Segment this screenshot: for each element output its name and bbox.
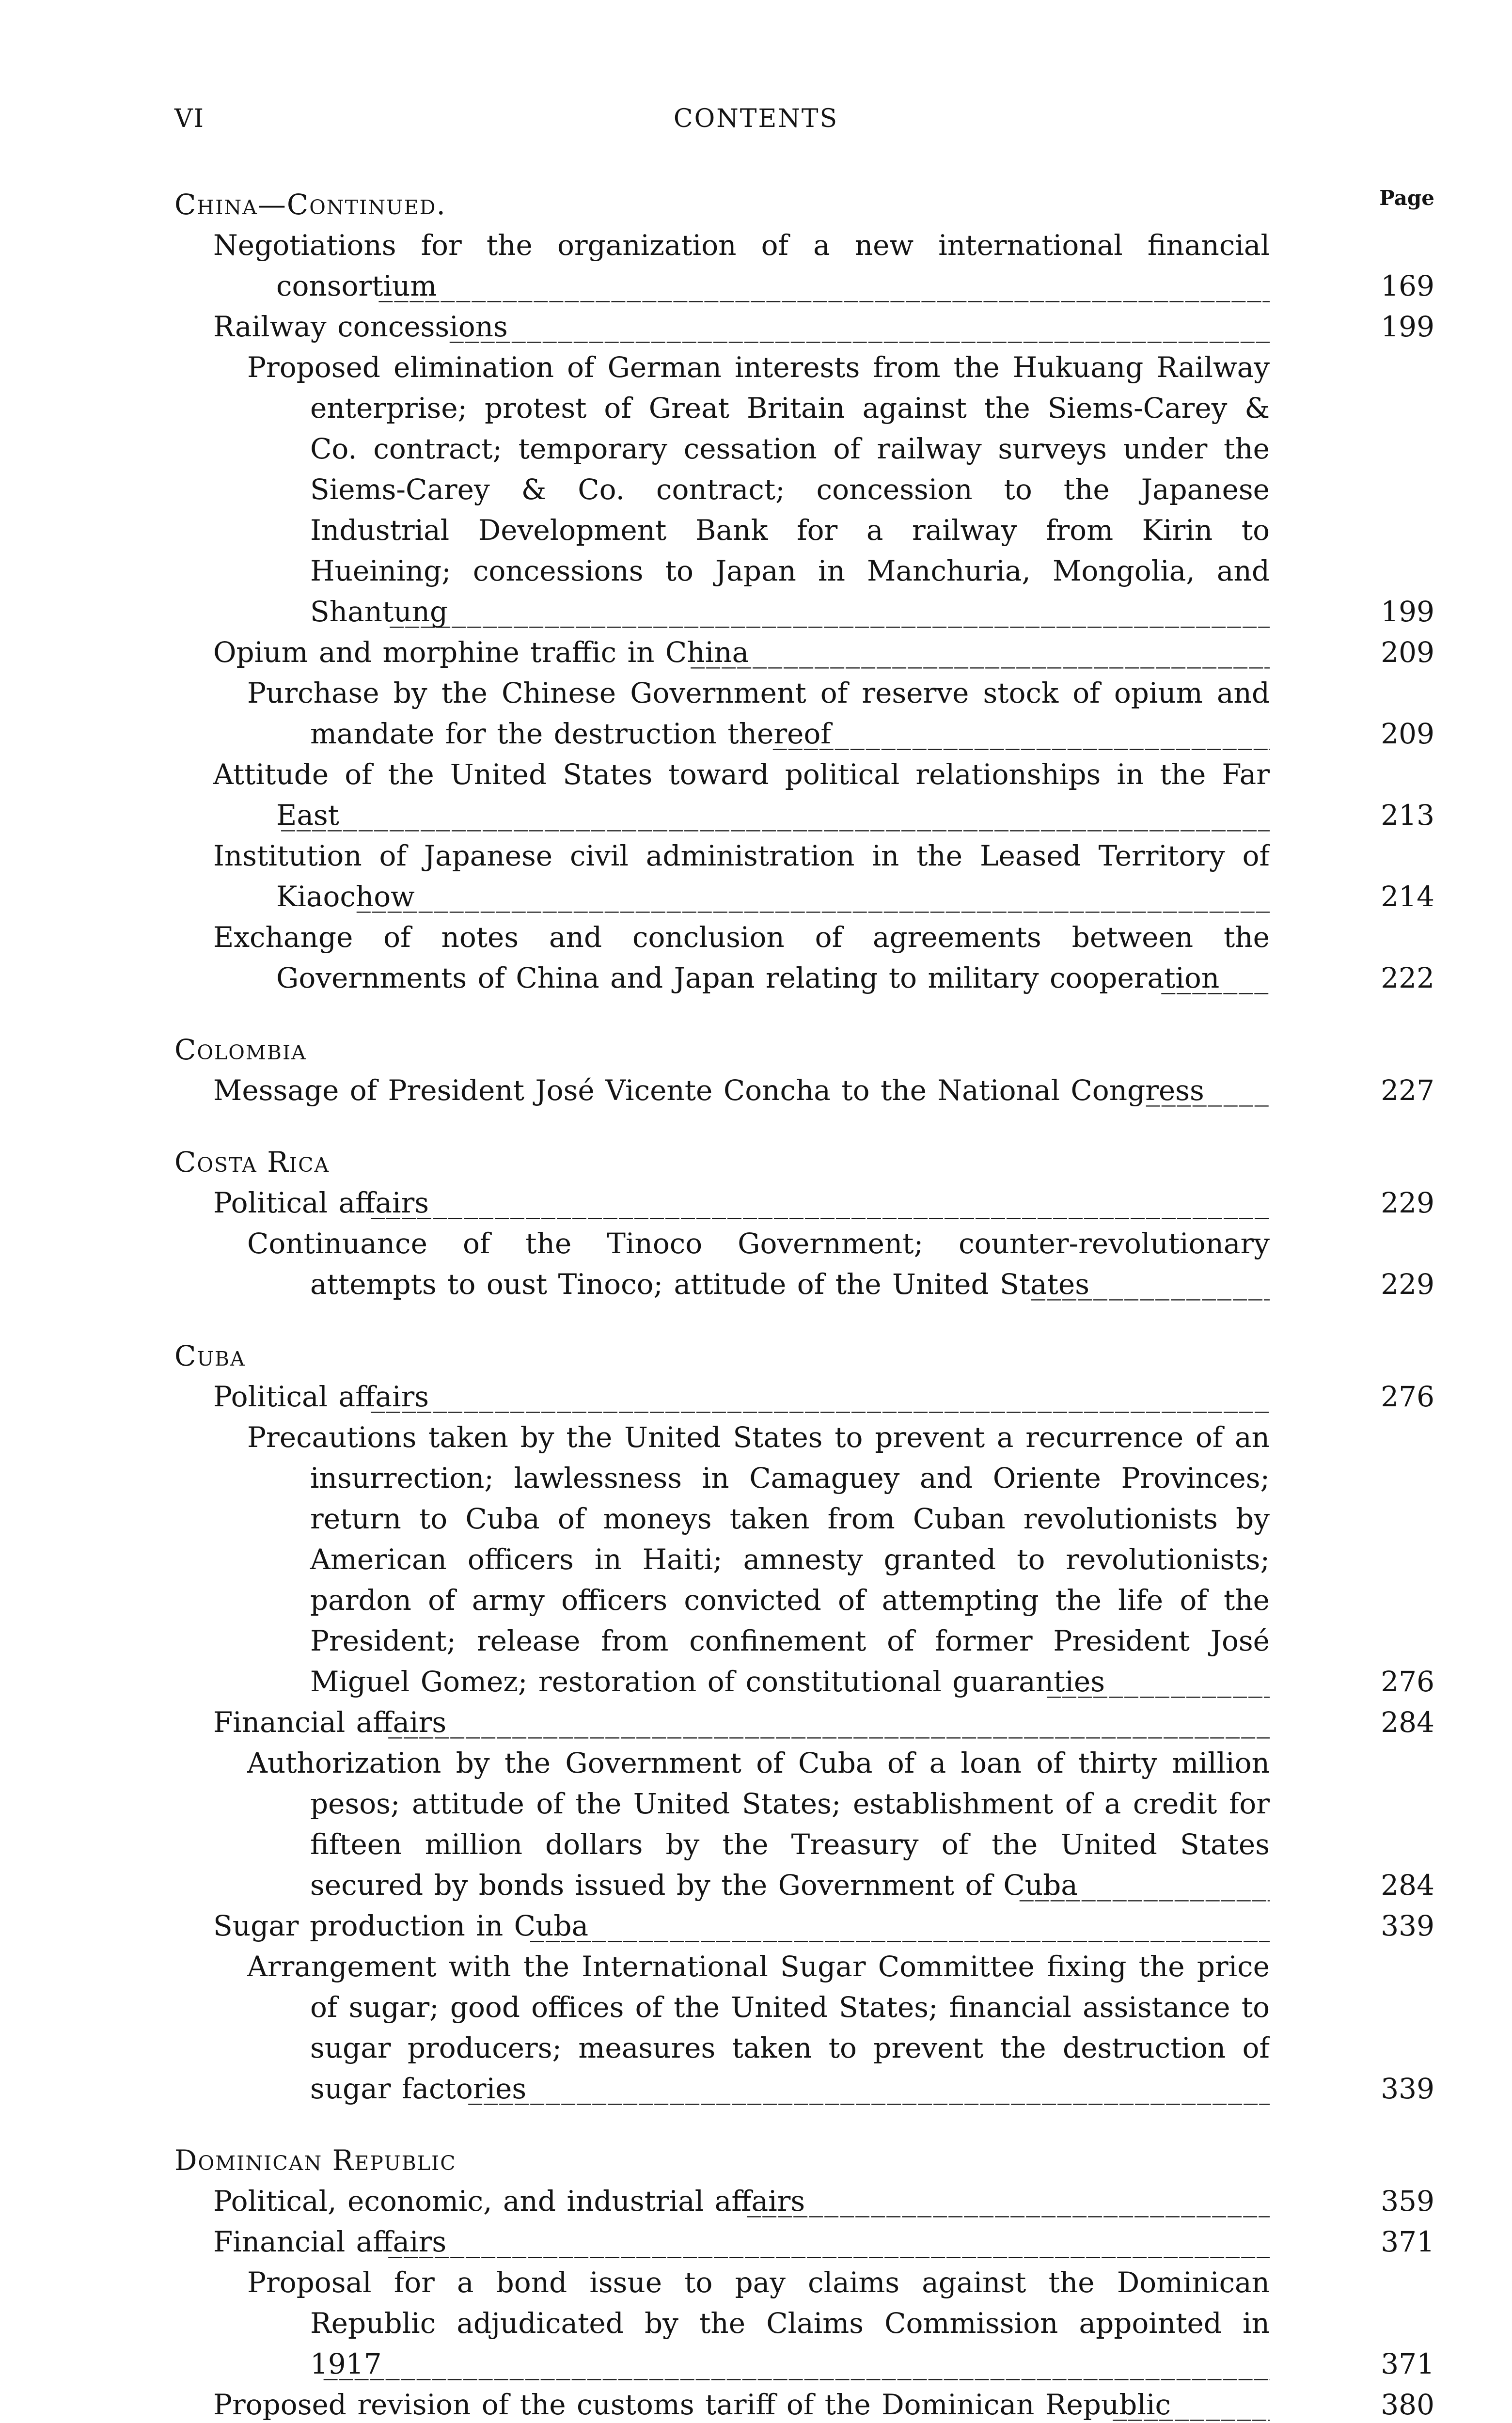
toc-entry-body — [247, 1743, 1270, 1905]
toc-entry — [174, 2221, 1434, 2262]
toc-page-number: 209 — [1381, 717, 1434, 750]
page-title: CONTENTS — [673, 104, 839, 133]
toc-entry — [174, 347, 1434, 632]
toc-page-number: 339 — [1381, 1909, 1434, 1942]
running-head — [174, 104, 1338, 148]
toc-entry — [174, 835, 1434, 917]
toc-entry-title: Purchase by the Chinese Government of reserve stock of opium and mandate for the destruction thereof _____ — [247, 673, 1270, 754]
toc-entry-body — [213, 1905, 1270, 1946]
country-heading: Colombia — [174, 1033, 307, 1066]
toc-entry-body — [247, 347, 1270, 632]
toc-page-number: 276 — [1381, 1380, 1434, 1413]
toc-entry-title: Proposal for a bond issue to pay claims against the Dominican Republic adjudicated by the Claims Commission appointed in 1917 _____ — [247, 2262, 1270, 2384]
toc-entry-body — [247, 1223, 1270, 1305]
toc-entry-body — [213, 2181, 1270, 2221]
toc-entry-title: Exchange of notes and conclusion of agreements between the Governments of China and Japan relating to military cooperation _____ — [213, 917, 1270, 998]
toc-page-number: 339 — [1381, 2072, 1434, 2105]
toc-entry-title: Arrangement with the International Sugar Committee fixing the price of sugar; good offices of the United States; financial assistance to sugar producers; measures taken to prevent the destruction of sugar factories _____ — [247, 1946, 1270, 2109]
toc-page-number: 222 — [1381, 961, 1434, 994]
toc-page-number: 276 — [1381, 1665, 1434, 1698]
toc-entry-body — [247, 1417, 1270, 1702]
page-column-label: Page — [1379, 186, 1434, 210]
page-folio: VI — [174, 104, 205, 133]
toc-entry — [174, 2262, 1434, 2384]
country-heading: Dominican Republic — [174, 2144, 457, 2177]
toc-entry-title: Precautions taken by the United States to prevent a recurrence of an insurrection; lawlessness in Camaguey and Oriente Provinces; return to Cuba of moneys taken from Cuban revolutionists by American officers in Haiti; amnesty granted to revolutionists; pardon of army officers convicted of attempting the life of the President; release from confinement of former President José Miguel Gomez; restoration of constitutional guaranties _____ — [247, 1417, 1270, 1702]
toc-entry-body — [247, 673, 1270, 754]
toc-entry — [174, 225, 1434, 306]
toc-entry-title: Financial affairs _____ — [213, 2221, 1270, 2262]
country-heading: Cuba — [174, 1339, 246, 1372]
toc-page-number: 380 — [1381, 2388, 1434, 2421]
toc-entry-body — [213, 1182, 1270, 1223]
toc-entry — [174, 2384, 1434, 2423]
toc-entry-body — [213, 1376, 1270, 1417]
toc-entry — [174, 632, 1434, 673]
toc-entry-body — [213, 754, 1270, 835]
toc-page-number: 213 — [1381, 799, 1434, 832]
toc-page-number: 371 — [1381, 2225, 1434, 2258]
toc-entry-title: Railway concessions _____ — [213, 306, 1270, 347]
toc-entry-body — [247, 1946, 1270, 2109]
toc-entry-title: Political, economic, and industrial affairs _____ — [213, 2181, 1270, 2221]
toc-entry-body — [213, 1070, 1270, 1111]
toc-entry — [174, 1905, 1434, 1946]
toc-entry-title: Proposed elimination of German interests from the Hukuang Railway enterprise; protest of Great Britain against the Siems-Carey & Co. contract; temporary cessation of railway surveys under the Siems-Carey & Co. contract; concession to the Japanese Industrial Development Bank for a railway from Kirin to Hueining; concessions to Japan in Manchuria, Mongolia, and Shantung _____ — [247, 347, 1270, 632]
toc-entry-title: Proposed revision of the customs tariff of the Dominican Republic _____ — [213, 2384, 1270, 2423]
toc-page-number: 199 — [1381, 595, 1434, 628]
toc-entry-body — [213, 225, 1270, 306]
toc-page-number: 371 — [1381, 2347, 1434, 2380]
toc-page-number: 284 — [1381, 1869, 1434, 1902]
toc-entry-body — [213, 306, 1270, 347]
toc-entry — [174, 1743, 1434, 1905]
toc-entry-title: Political affairs _____ — [213, 1182, 1270, 1223]
toc-entry — [174, 1070, 1434, 1111]
toc-entry-title: Political affairs _____ — [213, 1376, 1270, 1417]
country-heading: China—Continued. — [174, 188, 446, 221]
toc-entry — [174, 1182, 1434, 1223]
toc-entry-title: Continuance of the Tinoco Government; counter-revolutionary attempts to oust Tinoco; attitude of the United States _____ — [247, 1223, 1270, 1305]
toc-page-number: 214 — [1381, 880, 1434, 913]
country-heading: Costa Rica — [174, 1146, 330, 1179]
toc-entry — [174, 917, 1434, 998]
toc-page-number: 199 — [1381, 310, 1434, 343]
toc-page-number: 227 — [1381, 1074, 1434, 1107]
toc-entry-title: Attitude of the United States toward political relationships in the Far East _____ — [213, 754, 1270, 835]
toc-entry — [174, 1946, 1434, 2109]
toc-entry — [174, 1223, 1434, 1305]
toc-entry-body — [213, 632, 1270, 673]
toc-entry-title: Authorization by the Government of Cuba of a loan of thirty million pesos; attitude of the United States; establishment of a credit for fifteen million dollars by the Treasury of the United States secured by bonds issued by the Government of Cuba _____ — [247, 1743, 1270, 1905]
toc-page-number: 359 — [1381, 2185, 1434, 2218]
toc-entry — [174, 1417, 1434, 1702]
toc-page-number: 229 — [1381, 1186, 1434, 1219]
toc-entry-title: Negotiations for the organization of a new international financial consortium _____ — [213, 225, 1270, 306]
toc-entry — [174, 754, 1434, 835]
toc-entry-body — [213, 2384, 1270, 2423]
toc-entry-title: Financial affairs _____ — [213, 1702, 1270, 1743]
toc-entry-body — [247, 2262, 1270, 2384]
toc-entry — [174, 673, 1434, 754]
toc-entry — [174, 2181, 1434, 2221]
table-of-contents — [174, 184, 1434, 2423]
toc-entry-title: Message of President José Vicente Concha to the National Congress _____ — [213, 1070, 1270, 1111]
toc-entry-body — [213, 917, 1270, 998]
toc-entry-body — [213, 2221, 1270, 2262]
toc-page-number: 209 — [1381, 636, 1434, 669]
toc-entry — [174, 1702, 1434, 1743]
toc-entry — [174, 1376, 1434, 1417]
toc-entry-title: Institution of Japanese civil administration in the Leased Territory of Kiaochow _____ — [213, 835, 1270, 917]
toc-page-number: 284 — [1381, 1706, 1434, 1739]
toc-entry-title: Opium and morphine traffic in China _____ — [213, 632, 1270, 673]
toc-entry — [174, 306, 1434, 347]
toc-entry-body — [213, 835, 1270, 917]
toc-entry-title: Sugar production in Cuba _____ — [213, 1905, 1270, 1946]
toc-page-number: 229 — [1381, 1268, 1434, 1301]
toc-page-number: 169 — [1381, 269, 1434, 302]
toc-entry-body — [213, 1702, 1270, 1743]
